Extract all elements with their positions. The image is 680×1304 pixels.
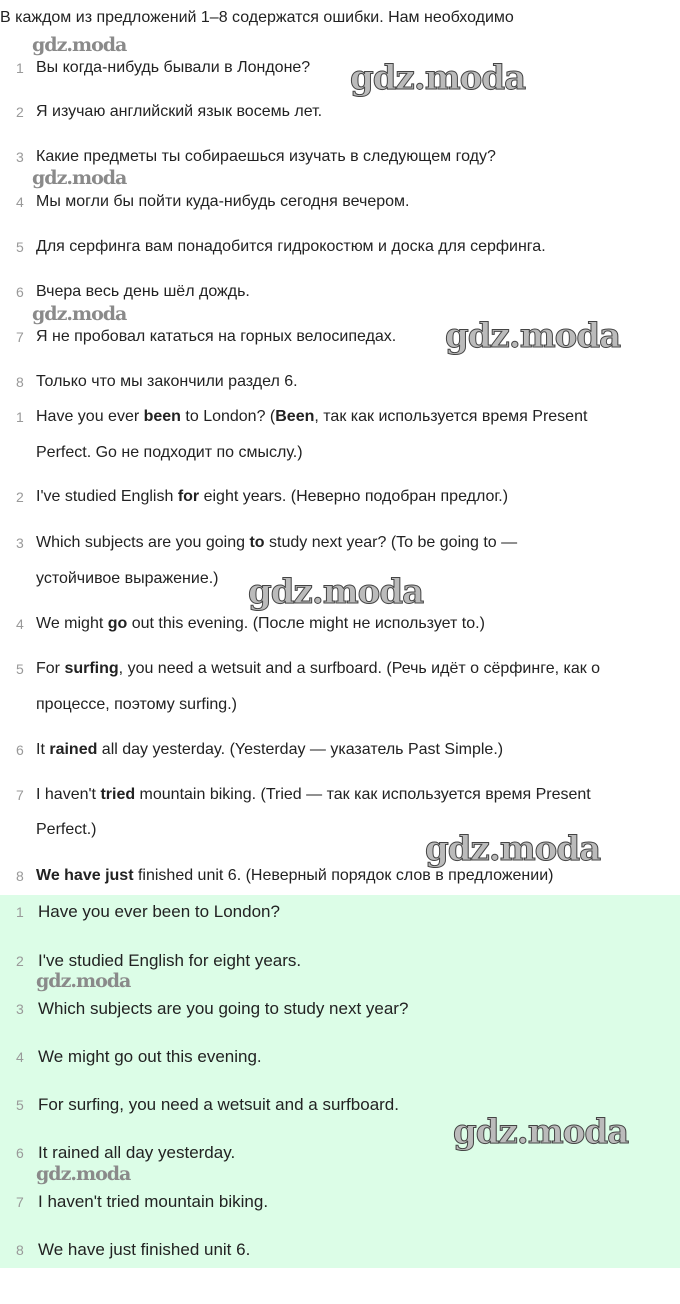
item-number: 6 <box>16 284 24 300</box>
item-number: 7 <box>16 1194 24 1210</box>
explanation-line <box>36 785 591 805</box>
russian-sentence: Вчера весь день шёл дождь. <box>36 283 250 300</box>
explanation-line <box>36 659 600 679</box>
item-number: 5 <box>16 239 24 255</box>
item-number: 1 <box>16 409 24 425</box>
item-number: 4 <box>16 194 24 210</box>
explanation-line <box>36 533 517 553</box>
item-number: 7 <box>16 329 24 345</box>
text: finished unit 6. (Неверный порядок слов в предложении) <box>133 867 554 884</box>
watermark: gdz.moda <box>350 58 526 98</box>
answer-sentence: Have you ever been to London? <box>38 902 280 921</box>
item-number: 1 <box>16 60 24 76</box>
watermark: gdz.moda <box>36 1163 131 1185</box>
item-number: 8 <box>16 868 24 884</box>
item-number: 6 <box>16 1145 24 1161</box>
answer-sentence: Which subjects are you going to study next year? <box>38 999 409 1018</box>
item-number: 8 <box>16 1242 24 1258</box>
explanation-line-2: процессе, поэтому surfing.) <box>36 696 237 713</box>
answer-sentence: We have just finished unit 6. <box>38 1240 251 1259</box>
answer-sentence: I've studied English for eight years. <box>38 951 302 970</box>
corrected-word: go <box>107 615 128 632</box>
russian-sentence: Мы могли бы пойти куда-нибудь сегодня вечером. <box>36 193 410 210</box>
russian-sentence: Я не пробовал кататься на горных велосипедах. <box>36 328 397 345</box>
text: study next year? (To be going to — <box>264 534 518 551</box>
answer-sentence: I haven't tried mountain biking. <box>38 1192 269 1211</box>
corrected-word: Been <box>275 408 315 425</box>
corrected-word: We have just <box>36 867 134 884</box>
watermark: gdz.moda <box>425 829 601 869</box>
item-number: 3 <box>16 149 24 165</box>
explanation-line <box>36 614 485 634</box>
explanation-line <box>36 487 508 507</box>
item-number: 3 <box>16 535 24 551</box>
text: to London? ( <box>180 408 276 425</box>
text: , you need a wetsuit and a surfboard. (Речь идёт о сёрфинге, как о <box>118 660 601 677</box>
answer-sentence: For surfing, you need a wetsuit and a surfboard. <box>38 1095 399 1114</box>
corrected-word: to <box>249 534 265 551</box>
watermark: gdz.moda <box>453 1112 629 1152</box>
item-number: 2 <box>16 489 24 505</box>
text: Have you ever <box>36 408 144 425</box>
text: all day yesterday. (Yesterday — указатель Past Simple.) <box>97 741 504 758</box>
explanation-line-2: Perfect. Go не подходит по смыслу.) <box>36 444 303 461</box>
russian-sentence: Какие предметы ты собираешься изучать в следующем году? <box>36 148 496 165</box>
text: Which subjects are you going <box>36 534 250 551</box>
corrected-word: surfing <box>64 660 119 677</box>
item-number: 3 <box>16 1001 24 1017</box>
item-number: 4 <box>16 1049 24 1065</box>
corrected-word: tried <box>100 786 136 803</box>
item-number: 2 <box>16 104 24 120</box>
watermark: gdz.moda <box>32 167 127 189</box>
answer-sentence: It rained all day yesterday. <box>38 1143 236 1162</box>
watermark: gdz.moda <box>32 303 127 325</box>
corrected-word: for <box>177 488 200 505</box>
russian-sentence: Только что мы закончили раздел 6. <box>36 373 298 390</box>
russian-sentence: Для серфинга вам понадобится гидрокостюм и доска для серфинга. <box>36 238 546 255</box>
watermark: gdz.moda <box>32 34 127 56</box>
item-number: 8 <box>16 374 24 390</box>
explanation-line <box>36 740 503 760</box>
text: It <box>36 741 50 758</box>
text: We might <box>36 615 108 632</box>
item-number: 2 <box>16 953 24 969</box>
item-number: 1 <box>16 904 24 920</box>
russian-sentence: Я изучаю английский язык восемь лет. <box>36 103 323 120</box>
text: For <box>36 660 65 677</box>
text: eight years. (Неверно подобран предлог.) <box>199 488 509 505</box>
explanation-line-2: Perfect.) <box>36 821 97 838</box>
explanation-line-2: устойчивое выражение.) <box>36 570 219 587</box>
item-number: 5 <box>16 661 24 677</box>
watermark: gdz.moda <box>36 970 131 992</box>
text: I've studied English <box>36 488 178 505</box>
russian-sentence: Вы когда-нибудь бывали в Лондоне? <box>36 59 311 76</box>
item-number: 4 <box>16 616 24 632</box>
watermark: gdz.moda <box>445 316 621 356</box>
watermark: gdz.moda <box>248 572 424 612</box>
text: mountain biking. (Tried — так как используется время Present <box>135 786 591 803</box>
text: out this evening. (После might не использует to.) <box>127 615 485 632</box>
text: , так как используется время Present <box>314 408 588 425</box>
explanation-line <box>36 866 553 886</box>
explanation-line <box>36 407 587 427</box>
item-number: 7 <box>16 787 24 803</box>
intro-text: В каждом из предложений 1–8 содержатся ошибки. Нам необходимо <box>0 9 514 26</box>
item-number: 6 <box>16 742 24 758</box>
corrected-word: rained <box>49 741 98 758</box>
item-number: 5 <box>16 1097 24 1113</box>
text: I haven't <box>36 786 101 803</box>
corrected-word: been <box>143 408 181 425</box>
answer-sentence: We might go out this evening. <box>38 1047 262 1066</box>
